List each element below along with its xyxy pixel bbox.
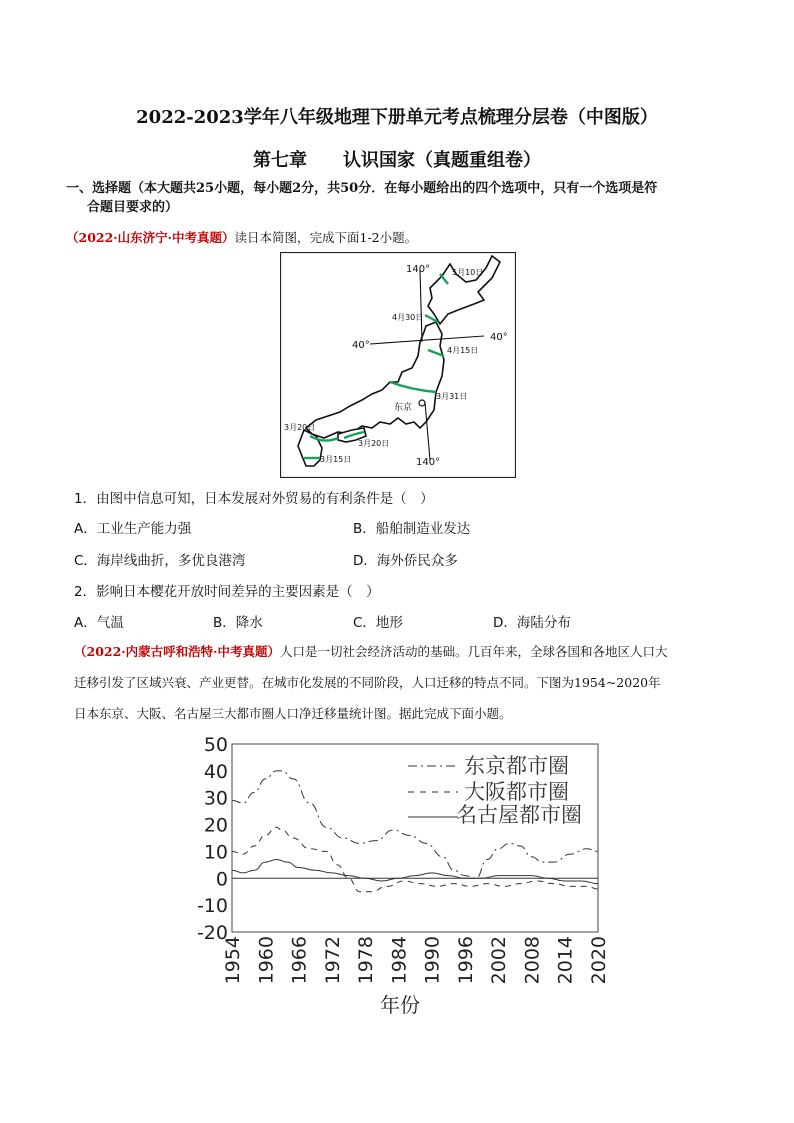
block1-source: （2022·山东济宁·中考真题）: [66, 230, 235, 245]
y-tick-label: -10: [196, 895, 228, 918]
y-tick-label: 20: [203, 814, 228, 837]
q1-stem: 1．由图中信息可知，日本发展对外贸易的有利条件是（ ）: [74, 491, 434, 507]
section-header-line2: 合题目要求的）: [87, 200, 179, 215]
q2-stem: 2．影响日本樱花开放时间差异的主要因素是（ ）: [74, 584, 380, 600]
label-mar20-b: 3月20日: [358, 439, 390, 448]
label-lat-right: 40°: [490, 332, 508, 343]
y-tick-label: 0: [215, 868, 228, 891]
x-tick-label: 1996: [454, 936, 477, 985]
q1-option-c[interactable]: C．海岸线曲折，多优良港湾: [74, 553, 246, 569]
q2-option-d[interactable]: D．海陆分布: [493, 615, 571, 631]
block2-line3: 日本东京、大阪、名古屋三大都市圈人口净迁移量统计图。据此完成下面小题。: [74, 706, 512, 721]
tokyo-marker: [419, 400, 425, 406]
section-header-line1: 一、选择题（本大题共25小题，每小题2分，共50分．在每小题给出的四个选项中，只有一个选项是符: [66, 181, 658, 196]
label-lon-bottom: 140°: [416, 457, 441, 468]
q2-option-a[interactable]: A．气温: [74, 615, 124, 631]
block1-text: 读日本简图，完成下面1-2小题。: [234, 230, 418, 245]
label-tokyo: 东京: [394, 403, 413, 413]
japan-map: [280, 252, 516, 478]
q1-option-d[interactable]: D．海外侨民众多: [353, 553, 458, 569]
migration-chart: [190, 730, 620, 1030]
block2-line1: 人口是一切社会经济活动的基础。几百年来，全球各国和各地区人口大: [280, 644, 668, 659]
x-tick-label: 1990: [421, 936, 444, 985]
label-mar20-a: 3月20日: [284, 423, 316, 432]
q2-option-b[interactable]: B．降水: [213, 615, 263, 631]
x-tick-label: 2002: [488, 936, 511, 985]
x-tick-label: 1984: [388, 936, 411, 985]
legend-label-nagoya: 名古屋都市圈: [456, 803, 582, 827]
label-lon-top: 140°: [406, 264, 431, 275]
y-tick-label: 50: [203, 734, 228, 756]
y-tick-label: -20: [196, 922, 228, 944]
q1-option-b[interactable]: B．船舶制造业发达: [353, 521, 471, 537]
x-tick-label: 1978: [355, 936, 378, 985]
label-apr30: 4月30日: [392, 313, 424, 322]
q2-option-c[interactable]: C．地形: [353, 615, 403, 631]
doc-title: 2022-2023学年八年级地理下册单元考点梳理分层卷（中图版）: [136, 107, 658, 128]
label-lat-left: 40°: [352, 340, 370, 351]
block2-source: （2022·内蒙古呼和浩特·中考真题）: [74, 644, 280, 659]
label-mar15: 3月15日: [320, 455, 352, 464]
x-tick-label: 2020: [588, 936, 610, 985]
label-may10: 5月10日: [452, 268, 484, 277]
q1-option-a[interactable]: A．工业生产能力强: [74, 521, 192, 537]
chart-xlabel: 年份: [380, 993, 420, 1017]
x-tick-label: 1960: [255, 936, 278, 985]
x-tick-label: 2014: [554, 936, 577, 985]
y-tick-label: 40: [203, 760, 228, 783]
x-tick-label: 1966: [288, 936, 311, 985]
y-tick-label: 30: [203, 787, 228, 810]
block2-line2: 迁移引发了区域兴衰、产业更替。在城市化发展的不同阶段，人口迁移的特点不同。下图为1954~2020年: [74, 675, 661, 690]
y-tick-label: 10: [203, 841, 228, 864]
x-tick-label: 1954: [222, 936, 244, 985]
block2-intro: [74, 636, 734, 729]
doc-subtitle: 第七章 认识国家（真题重组卷）: [253, 150, 541, 171]
legend-label-tokyo: 东京都市圈: [464, 754, 569, 778]
block1-intro: [66, 228, 417, 246]
label-mar31: 3月31日: [436, 392, 468, 401]
label-apr15: 4月15日: [447, 346, 479, 355]
x-tick-label: 2008: [521, 936, 544, 985]
section-header: [66, 179, 746, 217]
legend-label-osaka: 大阪都市圈: [464, 780, 569, 804]
x-tick-label: 1972: [321, 936, 344, 985]
